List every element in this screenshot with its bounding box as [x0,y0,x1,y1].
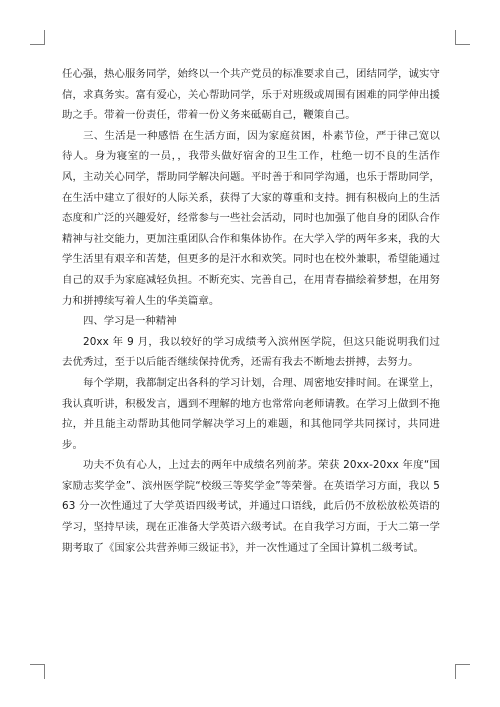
crop-mark-top-left [30,30,45,45]
crop-mark-top-right [455,30,470,45]
document-body [62,64,440,558]
crop-mark-bottom-left [30,664,45,679]
paragraph-study-plan: 每个学期，我都制定出各科的学习计划，合理、周密地安排时间。在课堂上，我认真听讲，积极发言，遇到不理解的地方也常常向老师请教。在学习上做到不拖拉，并且能主动帮助其他同学解决学习上的难题，和其他同学共同探讨，共同进步。 [62,376,440,451]
paragraph-responsibility: 任心强，热心服务同学，始终以一个共产党员的标准要求自己，团结同学，诚实守信，求真务实。富有爱心，关心帮助同学，乐于对班级或周围有困难的同学伸出援助之手。带着一份责任，带着一份义务来砥砺自己，鞭策自己。 [62,68,440,122]
crop-mark-bottom-right [455,664,470,679]
paragraph-achievements: 功夫不负有心人，上过去的两年中成绩名列前茅。荣获 20xx-20xx 年度“国家励志奖学金”、滨州医学院“校级三等奖学金”等荣誉。在英语学习方面，我以 563 分一次性通过了大学英语四级考试，并通过口语线，此后仍不放松放松英语的学习，坚持早读，现在正准备大学英语六级考试。在自我学习方面，于大二第一学期考取了《国家公共营养师三级证书》，并一次性通过了全国计算机二级考试。 [62,459,440,554]
paragraph-life: 三、生活是一种感悟 在生活方面，因为家庭贫困，朴素节俭，严于律己宽以待人。身为寝室的一员，，我带头做好宿舍的卫生工作，杜绝一切不良的生活作风，主动关心同学，帮助同学解决问题。平时善于和同学沟通，也乐于帮助同学，在生活中建立了很好的人际关系，获得了大家的尊重和支持。拥有积极向上的生活态度和广泛的兴趣爱好，经常参与一些社会活动，同时也加强了他自身的团队合作精神与社交能力，更加注重团队合作和集体协作。在大学入学的两年多来，我的大学生活里有艰辛和苦楚，但更多的是汗水和欢笑。同时也在校外兼职，希望能通过自己的双手为家庭减轻负担。不断充实、完善自己，在用青春描绘着梦想，在用努力和拼搏续写着人生的华美篇章。 [62,129,440,307]
section-heading-study: 四、学习是一种精神 [83,315,177,328]
paragraph-admission: 20xx 年 9 月，我以较好的学习成绩考入滨州医学院，但这只能说明我们过去优秀过，至于以后能否继续保持优秀，还需有我去不断地去拼搏，去努力。 [62,335,440,369]
